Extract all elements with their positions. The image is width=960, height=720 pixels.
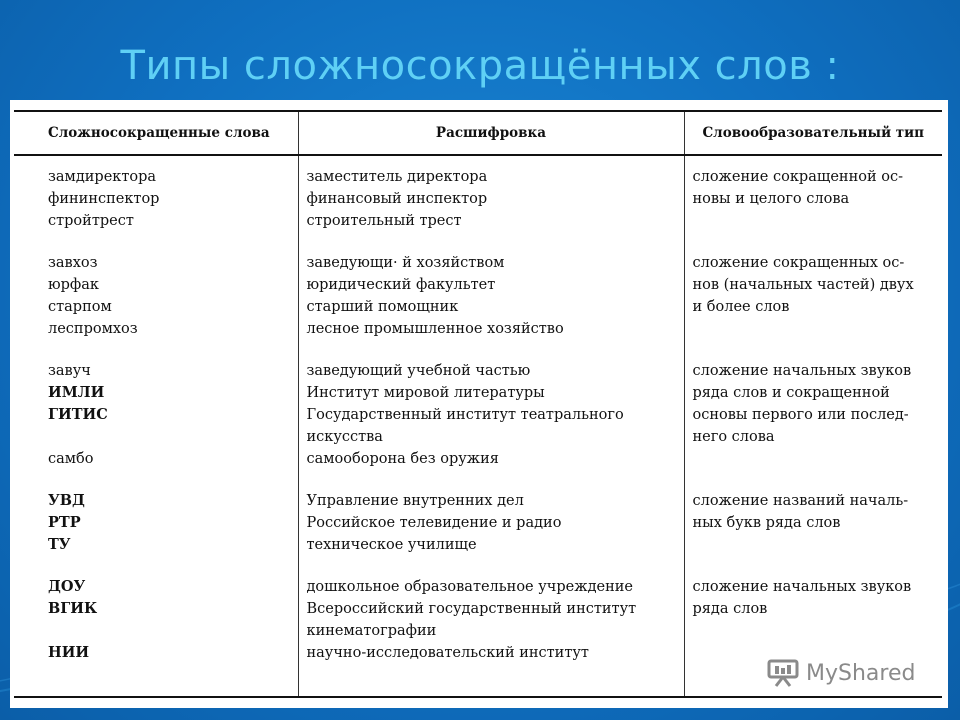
table-header-row <box>14 111 942 155</box>
type-text: нов (начальных частей) двух <box>692 277 914 293</box>
word: УВД <box>48 492 85 509</box>
scanned-table-sheet <box>10 100 948 708</box>
meaning: строительный трест <box>306 213 462 229</box>
type-text: него слова <box>692 429 775 445</box>
meaning: лесное промышленное хозяйство <box>306 321 564 337</box>
meaning: Институт мировой литературы <box>306 385 545 401</box>
table-body-row <box>14 155 942 697</box>
word: старпом <box>48 299 112 315</box>
word: ДОУ <box>48 578 86 595</box>
word: завхоз <box>48 255 98 271</box>
meaning: финансовый инспектор <box>306 191 488 207</box>
abbreviations-column <box>14 155 298 697</box>
word: самбо <box>48 451 94 467</box>
type-text: сложение сокращенной ос- <box>692 169 903 185</box>
word: леспромхоз <box>48 321 138 337</box>
formation-type-column <box>684 155 942 697</box>
type-text: и более слов <box>692 299 790 315</box>
meaning: старший помощник <box>306 299 459 315</box>
type-text: сложение начальных звуков <box>692 579 912 595</box>
type-text: ных букв ряда слов <box>692 515 841 531</box>
word: НИИ <box>48 644 90 661</box>
type-text: сложение начальных звуков <box>692 363 912 379</box>
meaning: Российское телевидение и радио <box>306 515 562 531</box>
word: ВГИК <box>48 600 98 617</box>
meaning: научно-исследовательский институт <box>306 645 589 661</box>
type-text: сложение сокращенных ос- <box>692 255 905 271</box>
type-text: ряда слов <box>692 601 768 617</box>
decoding-column <box>298 155 684 697</box>
meaning: техническое училище <box>306 537 477 553</box>
type-text: основы первого или послед- <box>692 407 909 423</box>
watermark-text: MyShared <box>806 660 916 686</box>
word: стройтрест <box>48 213 134 229</box>
word-types-table <box>14 110 942 698</box>
meaning: заведующи· й хозяйством <box>306 255 505 271</box>
meaning: Управление внутренних дел <box>306 493 524 509</box>
type-text: ряда слов и сокращенной <box>692 385 890 401</box>
myshared-watermark <box>766 656 915 690</box>
word: завуч <box>48 363 91 379</box>
word: ИМЛИ <box>48 384 105 401</box>
word: фининспектор <box>48 191 160 207</box>
word: ГИТИС <box>48 406 108 423</box>
slide-title: Типы сложносокращённых слов : <box>120 43 840 89</box>
type-text: новы и целого слова <box>692 191 850 207</box>
meaning: кинематографии <box>306 623 437 639</box>
word: замдиректора <box>48 169 157 185</box>
meaning: самооборона без оружия <box>306 451 499 467</box>
meaning: заместитель директора <box>306 169 488 185</box>
header-formation-type: Словообразовательный тип <box>684 111 942 155</box>
meaning: Всероссийский государственный институт <box>306 601 637 617</box>
meaning: дошкольное образовательное учреждение <box>306 579 633 595</box>
word: РТР <box>48 514 81 531</box>
presentation-board-icon <box>766 658 800 688</box>
meaning: заведующий учебной частью <box>306 363 531 379</box>
type-text: сложение названий началь- <box>692 493 909 509</box>
meaning: искусства <box>306 429 383 445</box>
meaning: Государственный институт театрального <box>306 407 624 423</box>
header-abbreviations: Сложносокращенные слова <box>14 111 298 155</box>
meaning: юридический факультет <box>306 277 496 293</box>
header-decoding: Расшифровка <box>298 111 684 155</box>
word: ТУ <box>48 536 71 553</box>
word: юрфак <box>48 277 99 293</box>
